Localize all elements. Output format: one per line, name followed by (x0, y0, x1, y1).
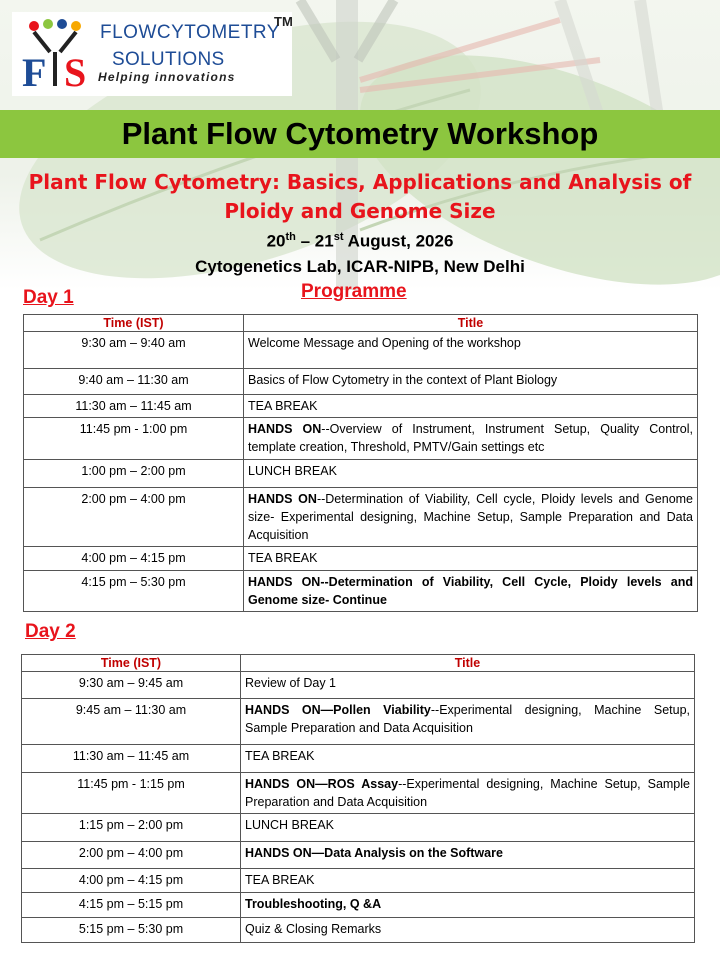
row-title-bold: HANDS ON (248, 492, 317, 506)
row-time: 4:00 pm – 4:15 pm (22, 869, 241, 893)
row-title-text: TEA BREAK (245, 873, 315, 887)
table-row (22, 672, 695, 699)
title-band (0, 110, 720, 158)
day1-label: Day 1 (23, 287, 74, 308)
company-logo (12, 12, 292, 96)
row-time: 2:00 pm – 4:00 pm (22, 842, 241, 869)
table-row (22, 918, 695, 943)
row-time: 1:00 pm – 2:00 pm (24, 460, 244, 488)
table-row (22, 699, 695, 745)
row-title-bold: HANDS ON—Data Analysis on the Software (245, 846, 503, 860)
row-title (244, 488, 698, 547)
title-column-header: Title (244, 315, 698, 332)
row-title-bold: HANDS ON (248, 422, 322, 436)
time-column-header: Time (IST) (24, 315, 244, 332)
table-row (24, 488, 698, 547)
page-title: Plant Flow Cytometry Workshop (121, 116, 599, 151)
row-title (241, 672, 695, 699)
table-row (22, 745, 695, 773)
row-title-text: --Overview of Instrument, Instrument Setup, Quality Control, template creation, Threshold, PMTV/Gain settings etc (248, 422, 693, 454)
table-header-row (22, 655, 695, 672)
date-end-suffix: st (333, 231, 344, 243)
row-title (241, 869, 695, 893)
row-title (241, 842, 695, 869)
row-title (241, 814, 695, 842)
workshop-subtitle: Plant Flow Cytometry: Basics, Applications and Analysis of Ploidy and Genome Size (28, 170, 692, 223)
row-title (244, 395, 698, 418)
row-time: 9:45 am – 11:30 am (22, 699, 241, 745)
row-time: 11:45 pm - 1:15 pm (22, 773, 241, 814)
row-time: 9:30 am – 9:45 am (22, 672, 241, 699)
row-time: 11:30 am – 11:45 am (22, 745, 241, 773)
logo-subname: SOLUTIONS (112, 49, 225, 70)
time-column-header: Time (IST) (22, 655, 241, 672)
row-title (244, 571, 698, 612)
row-title (244, 547, 698, 571)
table-row (24, 332, 698, 369)
table-row (22, 869, 695, 893)
row-title (244, 332, 698, 369)
row-title (244, 460, 698, 488)
row-title-bold: Troubleshooting, Q &A (245, 897, 382, 911)
row-title-text: Quiz & Closing Remarks (245, 922, 382, 936)
table-row (24, 547, 698, 571)
date-end-day: 21 (314, 231, 334, 251)
logo-mark-icon (20, 18, 100, 90)
table-row (22, 842, 695, 869)
workshop-venue: Cytogenetics Lab, ICAR-NIPB, New Delhi (195, 257, 525, 276)
row-title (244, 418, 698, 460)
row-title (241, 918, 695, 943)
table-row (22, 893, 695, 918)
row-title-text: TEA BREAK (248, 399, 318, 413)
date-start-suffix: th (285, 231, 296, 243)
row-time: 1:15 pm – 2:00 pm (22, 814, 241, 842)
row-title (241, 893, 695, 918)
table-row (24, 571, 698, 612)
row-title-text: --Determination of Viability, Cell cycle, Ploidy levels and Genome size- Experimental designing, Machine Setup, Sample Preparation and Data Acquisition (248, 492, 694, 542)
row-time: 11:30 am – 11:45 am (24, 395, 244, 418)
row-title-text: TEA BREAK (245, 749, 315, 763)
row-title (244, 369, 698, 395)
row-time: 4:15 pm – 5:15 pm (22, 893, 241, 918)
row-title (241, 745, 695, 773)
row-title-bold: HANDS ON—ROS Assay (245, 777, 399, 791)
table-row (22, 773, 695, 814)
date-separator: – (295, 231, 315, 251)
day2-label: Day 2 (25, 621, 76, 642)
title-column-header: Title (241, 655, 695, 672)
row-title-text: Review of Day 1 (245, 676, 337, 690)
row-title-bold: HANDS ON—Pollen Viability (245, 703, 431, 717)
row-title (241, 773, 695, 814)
day2-schedule-table (21, 654, 695, 943)
row-title (241, 699, 695, 745)
row-time: 9:30 am – 9:40 am (24, 332, 244, 369)
logo-tagline: Helping innovations (98, 70, 236, 84)
programme-label: Programme (301, 281, 407, 302)
row-title-text: LUNCH BREAK (248, 464, 337, 478)
row-title-text: Basics of Flow Cytometry in the context of Plant Biology (248, 373, 558, 387)
row-time: 2:00 pm – 4:00 pm (24, 488, 244, 547)
row-time: 4:15 pm – 5:30 pm (24, 571, 244, 612)
workshop-dates (0, 231, 720, 252)
svg-text:F: F (22, 50, 47, 90)
row-time: 4:00 pm – 4:15 pm (24, 547, 244, 571)
row-title-text: LUNCH BREAK (245, 818, 334, 832)
row-title-text: --Experimental designing, Machine Setup, Sample Preparation and Data Acquisition (245, 777, 690, 809)
table-row (24, 418, 698, 460)
date-start-day: 20 (266, 231, 286, 251)
table-row (24, 369, 698, 395)
row-title-text: --Experimental designing, Machine Setup, Sample Preparation and Data Acquisition (245, 703, 690, 735)
row-title-text: Welcome Message and Opening of the workshop (248, 336, 521, 350)
day1-schedule-table (23, 314, 698, 612)
row-time: 5:15 pm – 5:30 pm (22, 918, 241, 943)
logo-name: FLOWCYTOMETRY (100, 22, 280, 43)
logo-trademark: TM (274, 14, 293, 29)
date-month-year: August, 2026 (343, 231, 454, 251)
table-row (24, 460, 698, 488)
row-title-text: TEA BREAK (248, 551, 318, 565)
svg-text:S: S (64, 50, 87, 90)
table-row (24, 395, 698, 418)
table-header-row (24, 315, 698, 332)
row-title-bold: HANDS ON--Determination of Viability, Cell Cycle, Ploidy levels and Genome size- Continue (248, 575, 693, 607)
row-time: 9:40 am – 11:30 am (24, 369, 244, 395)
table-row (22, 814, 695, 842)
row-time: 11:45 pm - 1:00 pm (24, 418, 244, 460)
